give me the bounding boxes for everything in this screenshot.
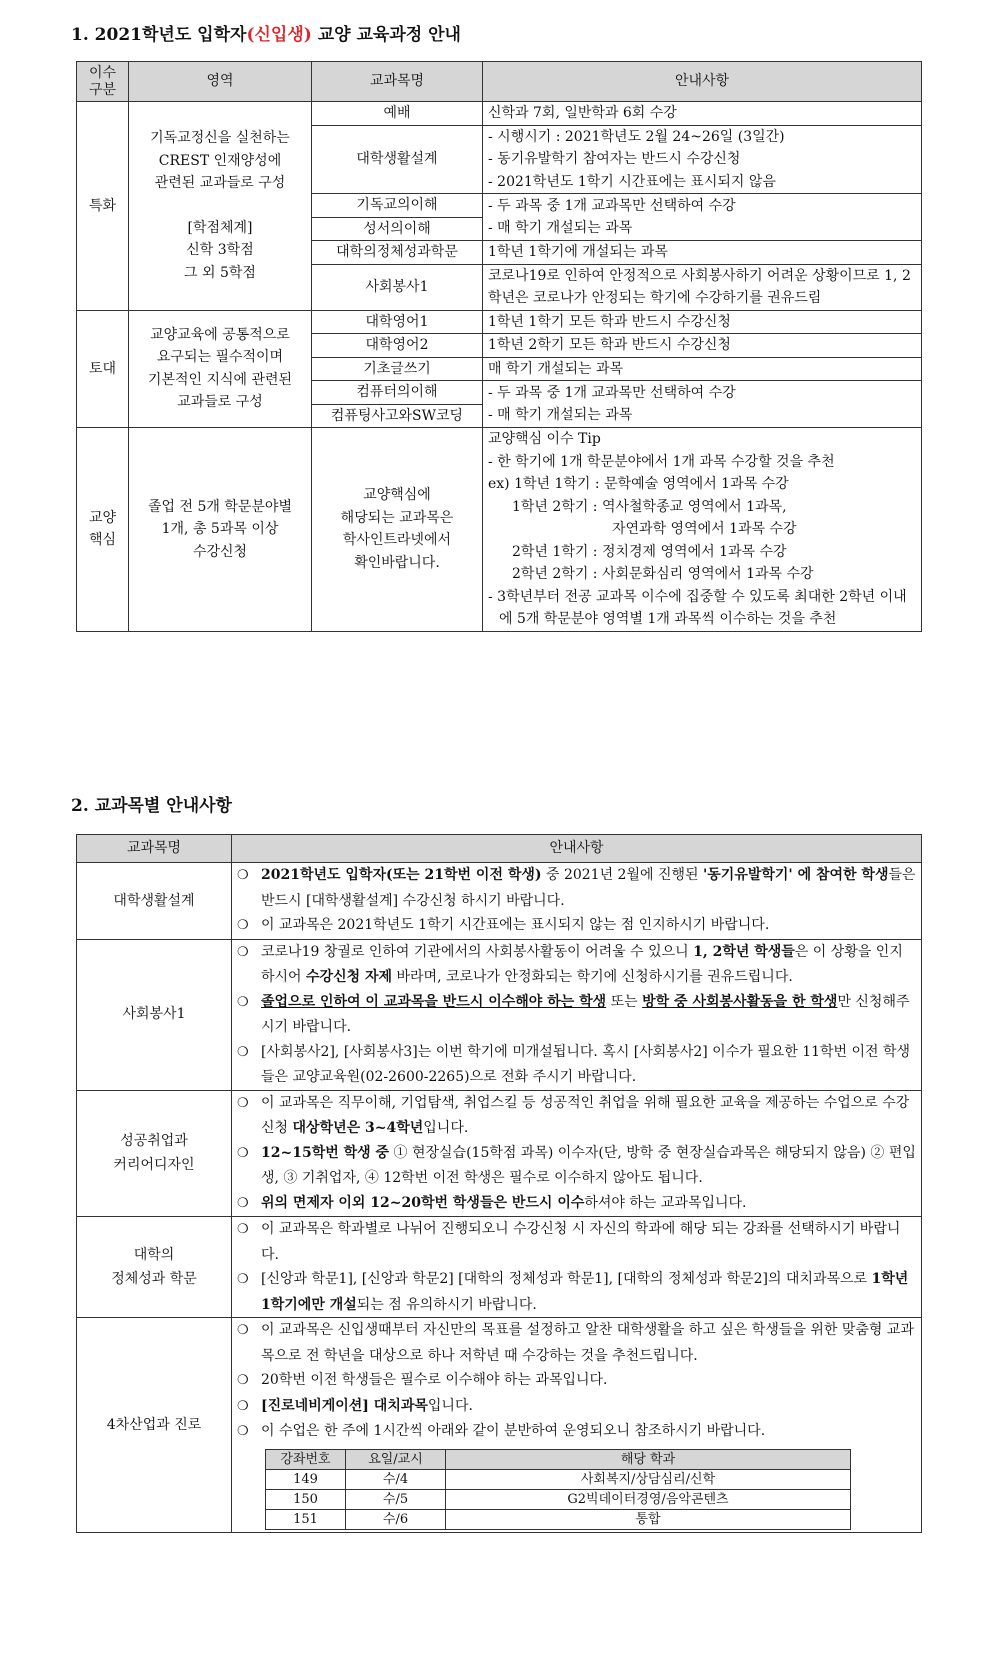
curriculum-header-row (77, 62, 922, 102)
guide-item (237, 1419, 916, 1445)
schedule-cell: 사회복지/상담심리/신학 (446, 1469, 851, 1489)
course-guide-table (76, 834, 922, 1533)
tip-example: 자연과학 영역에서 1과목 수강 (612, 521, 797, 537)
course-note: 1학년 1학기에 개설되는 과목 (483, 241, 922, 265)
table-row (77, 428, 922, 632)
guide-text: 코로나19 창궐로 인하여 기관에서의 사회봉사활동이 어려울 수 있으니 (261, 943, 694, 960)
tip-title: 교양핵심 이수 Tip (488, 431, 601, 447)
area-line: 수강신청 (192, 543, 248, 560)
schedule-col-section: 강좌번호 (266, 1449, 346, 1469)
area-line: 교과들로 구성 (177, 394, 263, 411)
area-core (129, 428, 312, 632)
table-row (77, 310, 922, 334)
tip-example: 2학년 1학기 : 정치경제 영역에서 1과목 수강 (512, 543, 787, 560)
guide-text: 이 교과목은 직무이해, 기업탐색, 취업스킬 등 성공적인 취업을 위해 필요한 교육을 제공하는 수업으로 수강신청 (261, 1094, 910, 1136)
bullet-icon: ❍ (237, 1145, 249, 1161)
course-line: 해당되는 교과목은 (340, 509, 454, 526)
schedule-cell: G2빅데이터경영/음악콘텐츠 (446, 1489, 851, 1509)
tip-example: 2학년 2학기 : 사회문화심리 영역에서 1과목 수강 (512, 566, 814, 582)
category-line: 교양 (88, 509, 117, 526)
course-line: 학사인트라넷에서 (342, 532, 452, 549)
bullet-icon: ❍ (237, 1044, 249, 1060)
table-row (266, 1509, 851, 1529)
bullet-icon: ❍ (237, 1373, 249, 1388)
guide-text: 되는 점 유의하시기 바랍니다. (356, 1296, 537, 1313)
course-line: 확인바랍니다. (354, 554, 440, 571)
core-tips (483, 428, 922, 632)
course-name-line: 커리어디자인 (113, 1157, 195, 1174)
table-row (77, 1090, 922, 1217)
course-guide (232, 1318, 922, 1533)
schedule-cell: 수/5 (346, 1489, 446, 1509)
note-line: - 두 과목 중 1개 교과목만 선택하여 수강 (488, 197, 736, 214)
guide-item (237, 1318, 916, 1368)
guide-item (237, 940, 916, 990)
guide-item (237, 1267, 916, 1317)
guide-bold: 수강신청 자제 (306, 969, 393, 985)
guide-text: 중 2021년 2월에 진행된 (541, 867, 703, 883)
guide-bold: 대상학년은 3~4학년 (292, 1120, 424, 1136)
section1-title-highlight: (신입생) (246, 25, 312, 45)
course-name: 기독교의이해 (312, 194, 483, 218)
course-name: 대학생활설계 (312, 125, 483, 194)
course-name: 컴퓨팅사고와SW코딩 (312, 404, 483, 428)
note-line: - 매 학기 개설되는 과목 (488, 407, 633, 423)
section1-title-main: 1. 2021학년도 입학자 (71, 25, 247, 45)
table-row (77, 863, 922, 940)
area-line: 교양교육에 공통적으로 (150, 326, 290, 343)
guide-text: 하셔야 하는 교과목입니다. (584, 1194, 747, 1211)
area-line: [학점체계] (187, 219, 253, 236)
guide-text: 입니다. (427, 1397, 473, 1414)
course-note (483, 125, 922, 194)
guide-bold: 1, 2학년 학생들 (693, 943, 795, 960)
guide-item (237, 990, 916, 1040)
course-name: 4차산업과 진로 (77, 1318, 232, 1533)
guide-text: 들은 반드시 [대학생활설계] 수강신청 하시기 바랍니다. (261, 867, 916, 909)
schedule-cell: 151 (266, 1509, 346, 1529)
col-header-notes: 안내사항 (483, 62, 922, 102)
bullet-icon: ❍ (237, 1222, 249, 1237)
area-line: 1개, 총 5과목 이상 (161, 521, 279, 537)
section2-title: 2. 교과목별 안내사항 (71, 796, 232, 816)
category-core (77, 428, 129, 632)
table-row (77, 1318, 922, 1533)
course-name: 사회봉사1 (77, 939, 232, 1090)
area-spacer (134, 195, 306, 217)
bullet-icon: ❍ (237, 1195, 249, 1211)
area-line: 관련된 교과들로 구성 (154, 175, 286, 192)
guide-item (237, 913, 916, 939)
schedule-col-time: 요일/교시 (346, 1449, 446, 1469)
schedule-cell: 수/4 (346, 1469, 446, 1489)
col-header-type: 이수 구분 (77, 62, 129, 102)
curriculum-table (76, 61, 922, 632)
guide-text: 입니다. (423, 1120, 469, 1136)
class-schedule-table (265, 1449, 851, 1530)
bullet-icon: ❍ (237, 944, 249, 960)
col-header-notes: 안내사항 (232, 835, 922, 863)
area-line: 기독교정신을 실천하는 (150, 130, 290, 147)
category-foundation: 토대 (77, 310, 129, 428)
guide-text: 이 교과목은 학과별로 나뉘어 진행되오니 수강신청 시 자신의 학과에 해당 되는 강좌를 선택하시기 바랍니다. (261, 1221, 901, 1263)
course-name-line: 대학의 (133, 1246, 175, 1263)
course-note: 코로나19로 인하여 안정적으로 사회봉사하기 어려운 상황이므로 1, 2학년은 코로나가 안정되는 학기에 수강하기를 권유드림 (483, 264, 922, 310)
bullet-icon: ❍ (237, 1398, 249, 1414)
guide-bold: 12~15학번 학생 중 (261, 1144, 390, 1161)
category-specialized: 특화 (77, 102, 129, 311)
course-name-line: 성공취업과 (120, 1132, 188, 1149)
bullet-icon: ❍ (237, 994, 249, 1010)
bullet-icon: ❍ (237, 1323, 249, 1338)
area-line: 기본적인 지식에 관련된 (147, 371, 293, 388)
area-line: 그 외 5학점 (184, 264, 256, 281)
note-line: - 매 학기 개설되는 과목 (488, 220, 633, 236)
course-note (483, 194, 922, 241)
guide-text: 은 이 상황을 인지하시어 (261, 943, 903, 985)
guide-bold: [진로네비게이션] 대치과목 (261, 1397, 428, 1414)
course-name: 기초글쓰기 (312, 357, 483, 381)
bullet-icon: ❍ (237, 918, 249, 933)
course-name (77, 1217, 232, 1318)
course-name: 사회봉사1 (312, 264, 483, 310)
table-row (77, 1217, 922, 1318)
guide-bold: 1학년 1학기에만 개설 (261, 1271, 909, 1313)
guide-bold: 2021학년도 입학자(또는 21학번 이전 학생) (261, 867, 542, 883)
course-name (77, 1090, 232, 1217)
course-line: 교양핵심에 (363, 487, 431, 504)
bullet-icon: ❍ (237, 1272, 249, 1287)
section1-title-suffix: 교양 교육과정 안내 (311, 25, 461, 45)
guide-item (237, 1191, 916, 1217)
guide-text: 이 교과목은 2021학년도 1학기 시간표에는 표시되지 않는 점 인지하시기 바랍니다. (261, 917, 770, 933)
guide-header-row (77, 835, 922, 863)
tip-example: 1학년 2학기 : 역사철학종교 영역에서 1과목, (512, 498, 787, 515)
tip-line: - 3학년부터 전공 교과목 이수에 집중할 수 있도록 최대한 2학년 이내에 5개 학문분야 영역별 1개 과목씩 이수하는 것을 추천 (488, 588, 907, 627)
course-name: 예배 (312, 102, 483, 126)
area-specialized (129, 102, 312, 311)
bullet-icon: ❍ (237, 868, 249, 883)
course-guide (232, 863, 922, 940)
course-core (312, 428, 483, 632)
area-line: 신학 3학점 (186, 242, 254, 259)
course-note (483, 381, 922, 428)
course-name: 성서의이해 (312, 217, 483, 241)
course-guide (232, 939, 922, 1090)
note-line: - 동기유발학기 참여자는 반드시 수강신청 (488, 151, 741, 167)
guide-item (237, 863, 916, 913)
section1-title (71, 20, 461, 45)
guide-text: ① 현장실습(15학점 과목) 이수자(단, 방학 중 현장실습과목은 해당되지 않음) ② 편입생, ③ 기취업자, ④ 12학번 이전 학생은 필수로 이수하지 않아도 됩니다. (261, 1144, 916, 1186)
area-line: 졸업 전 5개 학문분야별 (148, 498, 292, 515)
guide-bold: 위의 면제자 이외 12~20학번 학생들은 반드시 이수 (261, 1194, 585, 1211)
table-row (266, 1489, 851, 1509)
course-name: 대학생활설계 (77, 863, 232, 940)
guide-text: 이 교과목은 신입생때부터 자신만의 목표를 설정하고 알찬 대학생활을 하고 싶은 학생들을 위한 맞춤형 교과목으로 전 학년을 대상으로 하나 저학년 때 수강하는 것을 추천드립니다. (261, 1322, 914, 1364)
note-line: - 두 과목 중 1개 교과목만 선택하여 수강 (488, 384, 736, 401)
col-header-course: 교과목명 (312, 62, 483, 102)
note-line: - 2021학년도 1학기 시간표에는 표시되지 않음 (488, 173, 776, 190)
bullet-icon: ❍ (237, 1095, 249, 1111)
course-guide (232, 1217, 922, 1318)
tip-example: ex) 1학년 1학기 : 문학예술 영역에서 1과목 수강 (488, 476, 789, 492)
guide-item (237, 1141, 916, 1191)
guide-bold-underline: 졸업으로 인하여 이 교과목을 반드시 이수해야 하는 학생 (261, 993, 607, 1010)
table-row (266, 1469, 851, 1489)
guide-text: 20학번 이전 학생들은 필수로 이수해야 하는 과목입니다. (261, 1372, 608, 1388)
schedule-header-row (266, 1449, 851, 1469)
table-row (77, 102, 922, 126)
col-header-area: 영역 (129, 62, 312, 102)
guide-bold-underline: 방학 중 사회봉사활동을 한 학생 (642, 993, 838, 1010)
course-name: 컴퓨터의이해 (312, 381, 483, 405)
table-row (77, 939, 922, 1090)
schedule-cell: 통합 (446, 1509, 851, 1529)
note-line: - 시행시기 : 2021학년도 2월 24~26일 (3일간) (488, 128, 785, 145)
guide-item (237, 1368, 916, 1394)
course-note: 1학년 1학기 모든 학과 반드시 수강신청 (483, 310, 922, 334)
area-foundation (129, 310, 312, 428)
course-name: 대학의정체성과학문 (312, 241, 483, 265)
category-line: 핵심 (88, 532, 117, 549)
guide-text: 또는 (606, 993, 643, 1010)
course-guide (232, 1090, 922, 1217)
guide-bold: '동기유발학기' 에 참여한 학생 (703, 867, 889, 883)
bullet-icon: ❍ (237, 1424, 249, 1439)
course-note: 매 학기 개설되는 과목 (483, 357, 922, 381)
course-name: 대학영어2 (312, 334, 483, 358)
course-note: 신학과 7회, 일반학과 6회 수강 (483, 102, 922, 126)
guide-item (237, 1040, 916, 1090)
guide-item (237, 1091, 916, 1141)
guide-item (237, 1217, 916, 1267)
course-note: 1학년 2학기 모든 학과 반드시 수강신청 (483, 334, 922, 358)
schedule-cell: 수/6 (346, 1509, 446, 1529)
schedule-cell: 149 (266, 1469, 346, 1489)
guide-text: 만 신청해주시기 바랍니다. (261, 993, 910, 1035)
course-name-line: 정체성과 학문 (111, 1271, 197, 1287)
guide-item (237, 1394, 916, 1420)
guide-text: [사회봉사2], [사회봉사3]는 이번 학기에 미개설됩니다. 혹시 [사회봉사2] 이수가 필요한 11학번 이전 학생들은 교양교육원(02-2600-2265)으로 전화 주시기 바랍니다. (261, 1043, 911, 1085)
area-line: CREST 인재양성에 (158, 152, 282, 169)
area-line: 요구되는 필수적이며 (156, 349, 284, 366)
guide-text: 이 수업은 한 주에 1시간씩 아래와 같이 분반하여 운영되오니 참조하시기 바랍니다. (261, 1423, 766, 1439)
schedule-cell: 150 (266, 1489, 346, 1509)
guide-text: 바라며, 코로나가 안정화되는 학기에 신청하시기를 권유드립니다. (392, 969, 793, 985)
tip-line: - 한 학기에 1개 학문분야에서 1개 과목 수강할 것을 추천 (488, 453, 835, 470)
schedule-col-dept: 해당 학과 (446, 1449, 851, 1469)
guide-text: [신앙과 학문1], [신앙과 학문2] [대학의 정체성과 학문1], [대학의 정체성과 학문2]의 대치과목으로 (261, 1271, 872, 1287)
course-name: 대학영어1 (312, 310, 483, 334)
col-header-course: 교과목명 (77, 835, 232, 863)
